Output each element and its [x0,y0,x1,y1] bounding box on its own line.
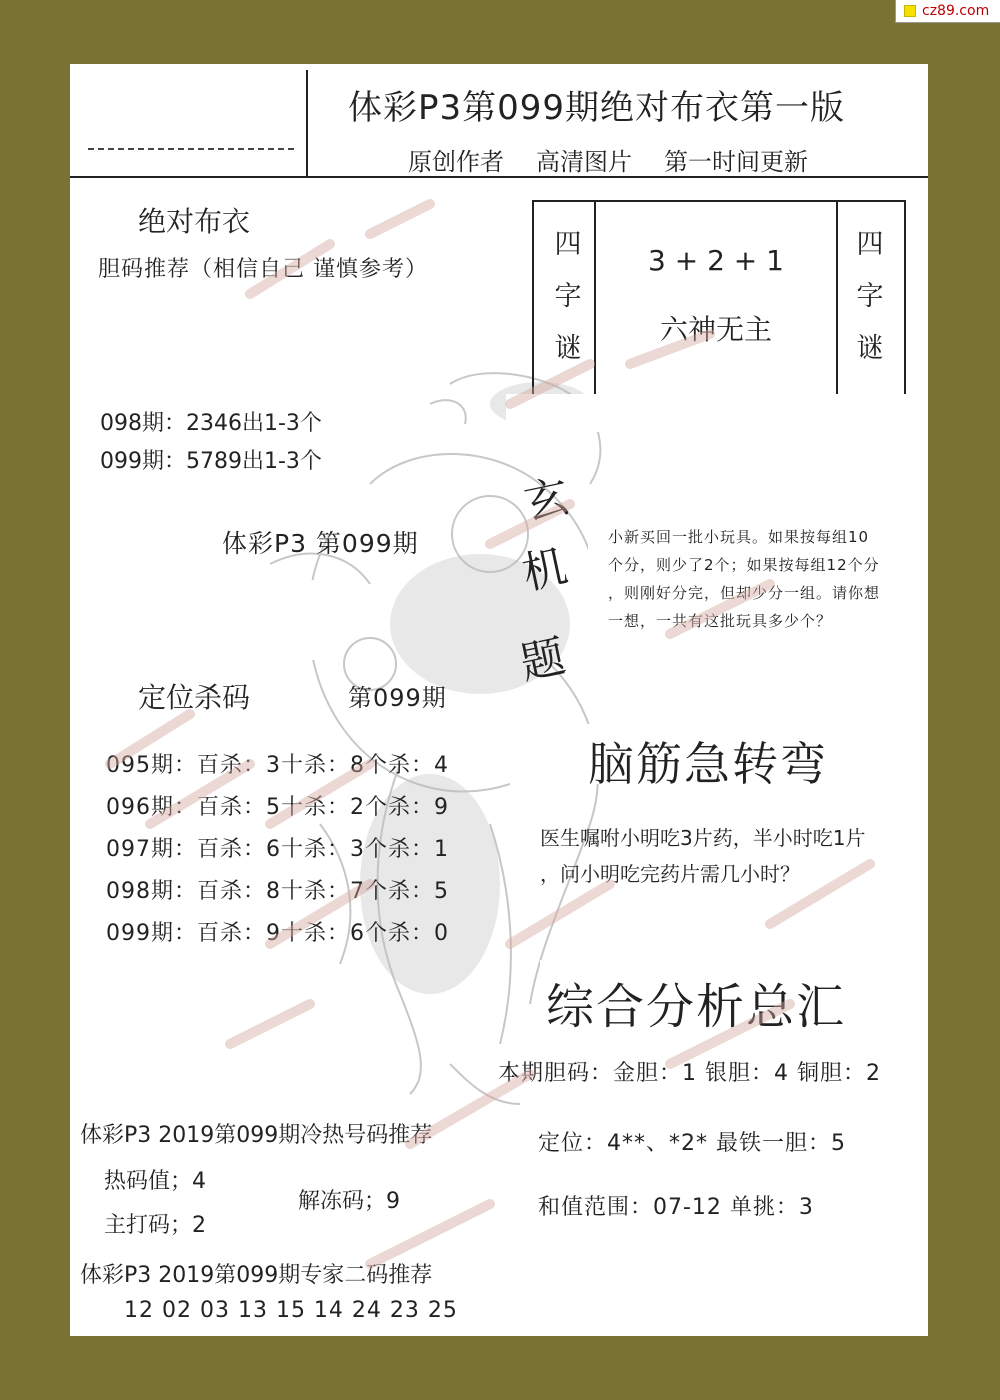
page-title: 体彩P3第099期绝对布衣第一版 [348,88,846,128]
summary-line-position: 定位：4**、*2* 最铁一胆：5 [538,1131,846,1156]
riddle-left-char-2: 字 [554,281,582,312]
riddle-left-char-1: 四 [554,229,582,260]
hot-cold-title: 体彩P3 2019第099期冷热号码推荐 [80,1123,433,1148]
section-title-jueduibuyi: 绝对布衣 [138,205,251,238]
thaw-number: 解冻码；9 [298,1189,400,1214]
main-number: 主打码；2 [104,1213,206,1238]
dan-row-098: 098期：2346出1-3个 [100,411,322,436]
dan-row-099: 099期：5789出1-3个 [100,449,322,474]
brain-teaser-line-1: 医生嘱咐小明吃3片药，半小时吃1片 [540,826,866,850]
kill-row-097: 097期：百杀：6十杀：3个杀：1 [106,837,449,862]
brain-teaser-line-2: ，问小明吃完药片需几小时？ [540,862,800,886]
dan-recommend-subtitle: 胆码推荐（相信自己 谨慎参考） [98,257,428,282]
watermark-overlay [70,64,928,1336]
header-subtitle-2: 高清图片 [536,148,632,176]
puzzle-text-line-3: ，则刚好分完，但却少分一组。请你想 [608,584,881,602]
lottery-sheet [70,64,928,1336]
kill-issue: 第099期 [348,684,447,712]
site-badge[interactable] [895,0,1000,23]
site-logo-icon [904,5,916,17]
expert-numbers: 12 02 03 13 15 14 24 23 25 [124,1298,458,1323]
header-subtitle-3: 第一时间更新 [664,148,808,176]
riddle-right-char-2: 字 [856,281,884,312]
summary-line-dan: 本期胆码：金胆：1 银胆：4 铜胆：2 [498,1061,881,1086]
header-subtitle-1: 原创作者 [408,148,504,176]
expert-title: 体彩P3 2019第099期专家二码推荐 [80,1263,433,1288]
site-label: cz89.com [922,3,990,19]
kill-title: 定位杀码 [138,681,251,714]
riddle-left-char-3: 谜 [554,333,582,364]
riddle-line-2: 六神无主 [659,313,772,346]
brain-teaser-title: 脑筋急转弯 [588,737,828,791]
puzzle-title-char-2: 机 [518,540,572,600]
hot-number: 热码值；4 [104,1169,206,1194]
puzzle-text-line-2: 个分，则少了2个；如果按每组12个分 [608,556,880,574]
summary-line-sum: 和值范围：07-12 单挑：3 [538,1195,814,1220]
puzzle-title-char-3: 题 [516,630,570,690]
kill-row-095: 095期：百杀：3十杀：8个杀：4 [106,753,449,778]
summary-title: 综合分析总汇 [546,979,847,1035]
puzzle-text-line-1: 小新买回一批小玩具。如果按每组10 [608,528,870,546]
kill-row-096: 096期：百杀：5十杀：2个杀：9 [106,795,449,820]
puzzle-title-char-1: 玄 [520,470,574,530]
kill-row-098: 098期：百杀：8十杀：7个杀：5 [106,879,449,904]
puzzle-text-line-4: 一想，一共有这批玩具多少个？ [608,612,833,630]
issue-title: 体彩P3 第099期 [222,529,419,558]
riddle-line-1: 3 + 2 + 1 [648,244,784,277]
riddle-right-char-1: 四 [856,229,884,260]
riddle-right-char-3: 谜 [856,333,884,364]
kill-row-099: 099期：百杀：9十杀：6个杀：0 [106,921,449,946]
